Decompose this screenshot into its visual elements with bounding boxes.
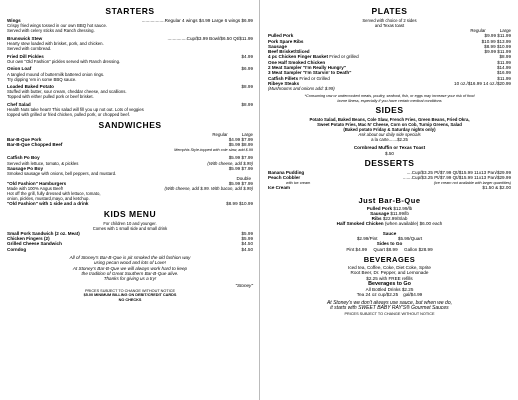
menu-item-price: 10 oz./$16.99 14 oz./$20.99 (454, 80, 511, 86)
hamburger-desc: onion, pickles, mustard,mayo, and ketchup. (7, 196, 90, 202)
menu-item-name: Chicken Fingers (2) (7, 236, 50, 242)
just-bbq-item (268, 221, 511, 226)
catfish-note: (With cheese, add $.99) (207, 160, 253, 166)
beverages-to-go-line: Tea 24 oz cup/$2.25 gal/$4.99 (356, 292, 423, 298)
menu-item-price: $8.99 (241, 101, 253, 107)
menu-item-desc: topped with grilled or fried chicken, pulled pork, or chopped beef. (7, 112, 131, 118)
beverages-to-go-heading: Beverages to Go (368, 280, 411, 287)
menu-item-name: Chef Salad (7, 101, 31, 107)
cobbler-note-right: (ice cream not available with larger quantities) (433, 180, 511, 185)
menu-item-desc: Hearty stew loaded with brisket, pork, and chicken. (7, 41, 104, 47)
just-bbq-list (268, 206, 511, 227)
quote-line: At Stoney's Bar-B-Que we will always work hard to keep (72, 265, 188, 271)
menu-item-name: Bar-B-Que Pork (7, 137, 42, 143)
plates-warning: *Consuming raw or undercooked meats, poultry, seafood, fish, or eggs may increase your risk of food (304, 94, 475, 99)
menu-item-name: Loaded Baked Potato (7, 84, 54, 90)
tagline: it starts with SWEET BABY RAY'S® Gourmet Sauces (330, 304, 449, 311)
menu-item-price: $8.99 $10.99 (484, 43, 511, 49)
menu-item-price: $5.99 $7.99 (228, 155, 253, 161)
menu-item-name: "Old Fashion" Hamburgers (7, 181, 67, 187)
starter-item (7, 66, 253, 81)
menu-item-name: Onion Loaf (7, 66, 32, 72)
sandwich-col-large: Large (241, 131, 253, 137)
menu-item-name: 4 pc Chicken Finger Basket (268, 54, 328, 60)
plates-col-large: Large (499, 28, 511, 33)
starter-item (7, 54, 253, 64)
kids-menu-heading: KIDS MENU (103, 208, 157, 219)
menu-item-extra: Fried or grilled (328, 54, 359, 60)
hamburger-desc: Made with 100% Angus Beef! (7, 186, 64, 192)
menu-item-price: (when available) $6.00 each (384, 221, 443, 227)
menu-item-name: Pulled Pork (366, 205, 393, 211)
plates-list (268, 33, 511, 86)
menu-item-price: ..................Regular 4 wings $4.99 Large 6 wings $6.99 (141, 18, 253, 23)
menu-item-price: $8.99 (499, 54, 511, 60)
double-label: Double (236, 175, 251, 181)
sides-daily: a la carte.......$2.25 (371, 137, 408, 143)
menu-item-name: Peach Cobbler (268, 175, 301, 181)
menu-item-price: $22.99/Slab (382, 216, 408, 222)
tagline: At Stoney's we don't always use sauce, but when we do, (326, 299, 453, 306)
menu-item-price: $1.50 & $2.00 (482, 185, 511, 191)
beverages-line: Root Beer, Dr. Pepper, and Lemonade (350, 270, 429, 276)
catfish-desc: Served with lettuce, tomato, & pickles (7, 160, 79, 166)
cornbread-label: Cornbread Muffin or Texas Toast (353, 145, 426, 151)
sandwich-col-regular: Regular (212, 131, 228, 137)
menu-item-price: $14.99 (496, 65, 511, 71)
menu-item-name: Wings (7, 18, 21, 23)
menu-item-name: Pulled Pork (268, 33, 294, 39)
menu-item-desc: Crispy fried wings tossed in our own BBQ hot sauce. (7, 23, 108, 29)
menu-item-name: Ice Cream (268, 185, 290, 191)
menu-item-price: $5.99 $7.99 (228, 165, 253, 171)
menu-item-name: Sausage (268, 43, 287, 49)
quote-line: the tradition of Great Southern Bar-B-Que alive. (81, 270, 179, 276)
signature: "Stoney" (235, 283, 253, 289)
menu-item-price: $4.50 (241, 241, 253, 247)
just-bbq-heading: Just Bar-B-Que (358, 195, 421, 205)
menu-item-name: Bar-B-Que Chopped Beef (7, 142, 63, 148)
menu-item-price: $4.50 (241, 246, 253, 252)
beverages-line: Iced tea, Coffee, Coke, Diet Coke, Sprite (348, 264, 431, 270)
menu-item-name: Corndog (7, 246, 27, 252)
sides-to-go-prices: Pint $4.99 Quart $8.99 Gallon $28.99 (346, 246, 433, 252)
cobbler-note-left: with ice cream (286, 180, 311, 185)
sides-line: (Baked potato Friday & Saturday nights only) (343, 127, 436, 133)
sides-daily: Ask about our daily side specials (358, 132, 421, 138)
menu-item-price: $16.99 (496, 70, 511, 76)
menu-item-price: $5.99 $8.99 (228, 142, 253, 148)
menu-item-price: $5.99 $7.99 (228, 181, 253, 187)
menu-item-price: $5.99 (241, 236, 253, 242)
beverages-line: $2.25 with FREE refills (366, 275, 413, 281)
quote-line: using pecan wood and lots of Love! (93, 260, 167, 266)
menu-item-name: Catfish Po Boy (7, 155, 40, 161)
menu-item-price: $11.99 (497, 59, 511, 65)
plates-mushroom-note: (Mushrooms and onions add: $.99) (268, 86, 335, 92)
menu-item-name: Grilled Cheese Sandwich (7, 241, 62, 247)
menu-item-desc: Served with cornbread. (7, 46, 52, 52)
menu-item-price: $11.99/lb (390, 210, 409, 216)
plates-subtitle: Served with choice of 2 sides (362, 18, 417, 23)
menu-item-name: Ribeye Steaks (268, 80, 300, 86)
menu-item-name: Sausage Po Boy (7, 165, 43, 171)
menu-item-name: Small Pork Sandwich (2 oz. Meat) (7, 230, 80, 236)
hamburger-note: (With cheese, add $.99. With bacon, add $.99) (164, 186, 253, 192)
plates-col-regular: Regular (470, 28, 486, 33)
menu-item (7, 201, 253, 206)
menu-item-name: Catfish Fillets (268, 75, 299, 81)
menu-item-desc: A tangled mound of buttermilk battered onion rings. (7, 71, 105, 77)
menu-item-price: $12.99/lb (393, 205, 413, 211)
sandwiches-heading: SANDWICHES (98, 119, 162, 130)
menu-item-price: $5.99 (241, 230, 253, 236)
menu-item (268, 185, 511, 190)
sides-heading: SIDES (375, 105, 404, 116)
starters-heading: STARTERS (105, 6, 155, 16)
cornbread-price: $.50 (385, 150, 394, 156)
quote-line: Thanks for giving us a try! (103, 276, 157, 282)
hamburger-desc: Hot off the grill, fully dressed with lettuce, tomato, (7, 191, 101, 197)
sauce-heading: Sauce (382, 230, 397, 236)
kids-menu-subtitle: Comes with 1 small side and small drink (92, 225, 168, 231)
footer-line: PRICES SUBJECT TO CHANGE WITHOUT NOTICE (344, 312, 435, 317)
beverages-to-go-line: All Bottled Drinks $2.25 (365, 287, 414, 293)
menu-item-price: $11.99 (497, 75, 511, 81)
menu-item-price: $9.99 $11.99 (484, 49, 511, 55)
menu-item-price: $10.99 $13.99 (481, 38, 511, 44)
menu-item-name: Pork Spare Ribs (268, 38, 304, 44)
menu-item-name: Half Smoked Chicken (336, 221, 384, 227)
menu-item-desc: Served with celery sticks and Ranch dressing. (7, 28, 95, 34)
menu-item-desc: Try dipping 'em in some BBQ sauce. (7, 76, 77, 82)
starter-item (7, 36, 253, 51)
plates-subtitle: and Texas toast (374, 23, 405, 28)
starter-item (7, 102, 253, 117)
menu-item-price: .......Cup/$3.25 Pt/$7.99 Qt/$15.99 11x13 Pan/$29.99 (402, 175, 511, 181)
menu-item-desc: Stuffed with butter, sour cream, cheddar cheese, and scallions. (7, 89, 127, 95)
menu-item-desc: Topped with either pulled pork or beef brisket. (7, 94, 94, 100)
menu-item-name: One Half Smoked Chicken (268, 59, 326, 65)
menu-item-name: Fried Dill Pickles (7, 53, 44, 59)
menu-item-name: "Old Fashion" with 1 side and a drink (7, 201, 89, 207)
menu-item-desc: Health Nuts take heart! This salad will fill you up not out. Lots of veggies (7, 107, 144, 113)
menu-right-column (259, 0, 518, 400)
menu-item-name: Beef Brisket/Sliced (268, 49, 310, 55)
menu-item-name: 2 Meat Sampler "I'm Really Hungry" (268, 65, 346, 71)
footer-line: NO CHECKS (118, 297, 142, 302)
menu-item-price: $4.99 $7.99 (228, 137, 253, 143)
plates-warning: borne illness, especially if you have certain medical conditions (337, 98, 442, 103)
sides-to-go-heading: Sides to Go (376, 241, 403, 247)
starter-item (7, 18, 253, 33)
menu-item-price: $8.99 $10.99 (226, 201, 253, 207)
kids-menu-subtitle: For children 10 and younger. (103, 220, 157, 226)
sides-line: Sweet Potato Fries, Mac N' Cheese, Corn on Cob, Turnip Greens, Salad (317, 122, 462, 128)
menu-item-price: $8.99 (241, 84, 253, 90)
plates-heading: PLATES (371, 6, 408, 16)
menu-item-name: Brunswick Stew (7, 35, 43, 41)
menu-item-price: $4.99 (241, 53, 253, 59)
sandwich-note: Memphis Style-topped with cole slaw, add $.99 (174, 147, 253, 152)
sausage-desc: Smoked sausage with onions, bell peppers, and mustard. (7, 170, 117, 176)
sauce-prices: $2.99/Pint $5.99/Quart (356, 236, 423, 242)
quote-line: All of Stoney's Bar-B-Que is pit smoked the old fashion way (69, 254, 191, 260)
menu-item-desc: Our own "Old Fashion" pickles served with Ranch dressing. (7, 58, 121, 64)
menu-item-price: $6.99 (241, 66, 253, 72)
menu-item-price: $9.99 $11.99 (484, 33, 511, 39)
kids-list (7, 231, 253, 252)
beverages-heading: BEVERAGES (363, 254, 416, 264)
starter-item (7, 84, 253, 99)
menu-item-price: ...............Cup/$3.99 Bowl/$6.50 Qt/$11.99 (167, 35, 253, 41)
menu-item-name: Banana Pudding (268, 170, 305, 176)
starters-list (7, 18, 253, 117)
footer-line: PRICES SUBJECT TO CHANGE WITHOUT NOTICE (84, 288, 175, 293)
menu-item-name: 3 Meat Sampler "I'm Starvin' to Death" (268, 70, 352, 76)
sides-line: Potato Salad, Baked Beans, Cole Slaw, French Fries, Green Beans, Fried Okra, (309, 117, 470, 123)
desserts-heading: DESSERTS (364, 158, 415, 169)
menu-item-name: Ribs (371, 216, 382, 222)
menu-item-name: Sausage (370, 210, 390, 216)
footer-line: $5.00 MINIMUM BILLING ON DEBIT/CREDIT CARDS (83, 293, 177, 298)
menu-item-extra: Fried or Grilled (298, 75, 330, 81)
menu-item-price: ....Cup/$3.25 Pt/$7.99 Qt/$15.99 11x13 Pan/$29.99 (406, 170, 511, 176)
